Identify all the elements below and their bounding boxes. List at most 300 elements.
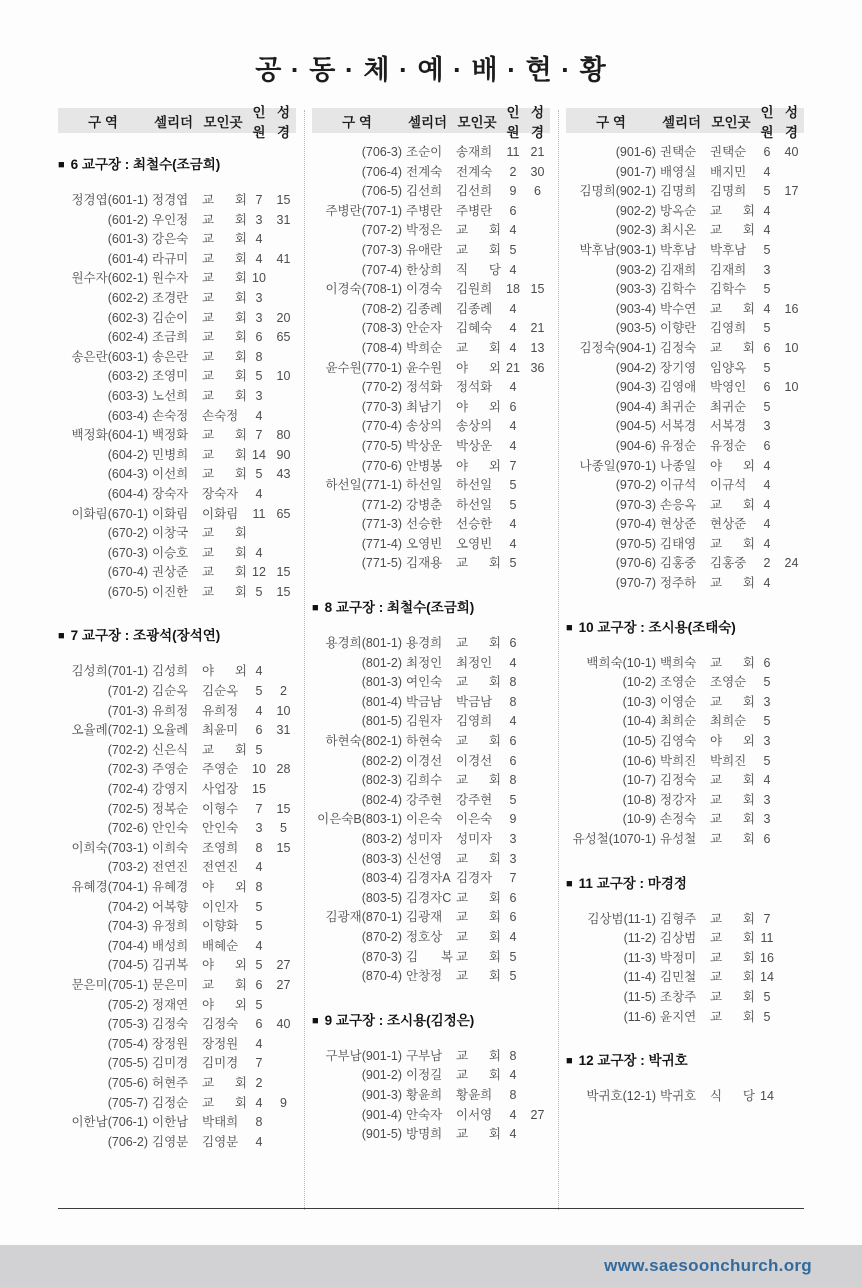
cell-bible: 40	[784, 145, 799, 159]
cell-region: (706-3)	[361, 145, 402, 159]
cell-leader: 백정화	[152, 428, 189, 443]
cell-count: 6	[763, 340, 771, 355]
table-row	[566, 476, 804, 496]
cell-place: 최희순	[710, 714, 747, 729]
cell-leader: 손숙정	[152, 408, 189, 423]
cell-place: 조영희	[202, 840, 239, 855]
cell-region: (870-3)	[361, 949, 402, 964]
table-row	[566, 693, 804, 713]
cell-count: 4	[509, 929, 517, 944]
cell-leader: 윤수원	[406, 360, 443, 375]
section-label: 12 교구장 : 박귀호	[578, 1053, 688, 1069]
cell-count: 4	[763, 164, 771, 179]
table-row	[58, 367, 296, 387]
cell-leader: 김경자A	[406, 871, 451, 886]
cell-place: 교 회	[202, 212, 247, 227]
table-row	[566, 910, 804, 930]
cell-count: 4	[509, 223, 517, 238]
table-row	[58, 485, 296, 505]
cell-leader: 손정숙	[660, 812, 697, 827]
cell-count: 8	[509, 1087, 517, 1102]
section-label: 8 교구장 : 최철수(조금희)	[324, 600, 475, 616]
cell-leader: 용경희	[406, 636, 443, 651]
cell-count: 4	[255, 1036, 263, 1051]
cell-place: 교 회	[456, 734, 501, 749]
cell-place: 교 회	[456, 773, 501, 788]
cell-leader: 이한남	[152, 1115, 189, 1130]
table-row	[58, 682, 296, 702]
cell-count: 3	[509, 851, 517, 866]
cell-region: 백정화(604-1)	[71, 428, 148, 443]
cell-place: 직 당	[456, 262, 501, 277]
cell-leader: 정강자	[660, 792, 697, 807]
cell-region: (601-3)	[107, 232, 148, 247]
table-row	[312, 1125, 550, 1145]
cell-place: 권택순	[710, 145, 747, 159]
table-row	[566, 398, 804, 418]
table-row	[58, 1015, 296, 1035]
cell-count: 3	[763, 734, 771, 749]
cell-place: 교 회	[710, 911, 755, 926]
cell-leader: 김민철	[660, 970, 697, 985]
cell-place: 야 외	[456, 360, 501, 375]
cell-region: (603-4)	[107, 408, 148, 423]
cell-region: 박후남(903-1)	[579, 242, 656, 257]
cell-count: 5	[763, 1009, 771, 1024]
table-row	[58, 702, 296, 722]
cell-bible: 41	[276, 251, 291, 266]
table-row	[312, 712, 550, 732]
cell-count: 3	[255, 310, 263, 325]
table-row	[58, 1094, 296, 1114]
cell-region: (603-2)	[107, 369, 148, 384]
cell-bible: 2	[280, 684, 287, 699]
cell-leader: 신은식	[152, 742, 189, 757]
cell-place: 박희진	[710, 753, 747, 768]
table-row	[312, 261, 550, 281]
cell-region: (903-2)	[615, 262, 656, 277]
table-row	[312, 1066, 550, 1086]
cell-count: 4	[255, 938, 263, 953]
cell-leader: 이희숙	[152, 840, 189, 855]
cell-region: (771-2)	[361, 497, 402, 512]
table-row	[58, 800, 296, 820]
column-body	[312, 133, 550, 1145]
cell-count: 3	[763, 419, 771, 434]
cell-leader: 김선희	[406, 184, 443, 199]
cell-place: 교 회	[710, 497, 755, 512]
table-row	[312, 1106, 550, 1126]
cell-count: 5	[763, 242, 771, 257]
cell-count: 4	[255, 703, 263, 718]
cell-region: 유혜경(704-1)	[71, 880, 148, 894]
cell-leader: 방옥순	[660, 203, 697, 218]
cell-leader: 박상운	[406, 438, 443, 453]
cell-count: 11	[506, 145, 520, 159]
cell-region: (707-3)	[361, 242, 402, 257]
cell-count: 5	[763, 675, 771, 690]
cell-place: 배지민	[710, 164, 747, 179]
cell-count: 6	[255, 1017, 263, 1032]
cell-bible: 10	[784, 340, 799, 355]
cell-place: 교 회	[710, 694, 755, 709]
cell-region: 문은미(705-1)	[71, 977, 148, 992]
cell-count: 21	[506, 360, 520, 375]
table-row	[566, 673, 804, 693]
cell-leader: 전연진	[152, 860, 189, 875]
table-row	[58, 976, 296, 996]
cell-place: 박후남	[710, 242, 747, 257]
cell-region: (901-2)	[361, 1068, 402, 1083]
cell-region: (10-9)	[622, 812, 656, 827]
cell-count: 3	[255, 290, 263, 305]
cell-region: (802-4)	[361, 792, 402, 807]
section-bullet-icon: ■	[58, 159, 65, 171]
table-row	[58, 328, 296, 348]
cell-leader: 조순이	[406, 145, 443, 159]
cell-leader: 성미자	[406, 832, 443, 846]
cell-region: (801-2)	[361, 655, 402, 670]
cell-region: (902-2)	[615, 203, 656, 218]
table-row	[312, 182, 550, 202]
cell-region: (802-3)	[361, 773, 402, 788]
bottom-divider-line	[58, 1208, 804, 1209]
cell-count: 4	[509, 714, 517, 729]
table-row	[312, 221, 550, 241]
cell-region: 하현숙(802-1)	[325, 734, 402, 749]
table-row	[58, 505, 296, 525]
cell-region: (870-2)	[361, 929, 402, 944]
cell-region: (10-6)	[622, 753, 656, 768]
cell-count: 5	[255, 584, 263, 599]
cell-count: 5	[509, 497, 517, 512]
table-row	[566, 791, 804, 811]
table-row	[566, 1008, 804, 1028]
table-row	[566, 654, 804, 674]
cell-count: 6	[255, 977, 263, 992]
cell-place: 황윤희	[456, 1087, 493, 1102]
cell-place: 장숙자	[202, 486, 239, 501]
cell-region: (702-4)	[107, 782, 148, 797]
cell-leader: 신선영	[406, 851, 443, 866]
cell-leader: 최귀순	[660, 399, 697, 414]
cell-place: 이경선	[456, 753, 493, 768]
table-row	[58, 1133, 296, 1153]
cell-region: (801-3)	[361, 675, 402, 690]
cell-bible: 43	[276, 467, 291, 482]
table-row	[58, 760, 296, 780]
cell-count: 11	[252, 506, 266, 521]
cell-count: 3	[763, 812, 771, 827]
cell-count: 5	[509, 556, 517, 571]
cell-place: 김영분	[202, 1134, 239, 1149]
table-row	[312, 319, 550, 339]
cell-leader: 김정숙	[660, 340, 697, 355]
column-divider	[304, 110, 305, 1210]
cell-bible: 65	[276, 330, 291, 345]
cell-place: 교 회	[202, 1075, 247, 1090]
table-row	[566, 182, 804, 202]
cell-count: 11	[760, 931, 774, 946]
cell-leader: 김미경	[152, 1056, 189, 1071]
cell-region: 용경희(801-1)	[325, 636, 402, 651]
table-row	[312, 967, 550, 987]
section-title	[312, 1011, 550, 1032]
cell-leader: 전계숙	[406, 164, 443, 179]
footer-bar	[0, 1245, 862, 1287]
table-row	[58, 583, 296, 603]
cell-count: 4	[763, 301, 771, 316]
cell-leader: 우인정	[152, 212, 189, 227]
table-row	[312, 535, 550, 555]
table-row	[312, 437, 550, 457]
cell-count: 3	[255, 388, 263, 403]
header-cell-leader: 셀리더	[661, 114, 702, 130]
cell-leader: 유성철	[660, 832, 697, 846]
table-row	[58, 1074, 296, 1094]
cell-count: 12	[252, 565, 266, 580]
cell-count: 9	[509, 812, 517, 827]
cell-region: (803-4)	[361, 871, 402, 886]
cell-count: 3	[509, 832, 517, 846]
cell-leader: 조영미	[152, 369, 189, 384]
table-row	[312, 673, 550, 693]
cell-place: 유정순	[710, 438, 747, 453]
cell-leader: 윤지연	[660, 1009, 697, 1024]
table-row	[58, 309, 296, 329]
table-row	[312, 515, 550, 535]
cell-bible: 9	[280, 1095, 287, 1110]
table-row	[566, 535, 804, 555]
cell-leader: 권상준	[152, 565, 189, 580]
table-row	[312, 143, 550, 163]
cell-place: 김학수	[710, 282, 747, 297]
cell-count: 4	[255, 251, 263, 266]
cell-leader: 박수연	[660, 301, 697, 316]
section-bullet-icon: ■	[312, 1014, 319, 1027]
table-row	[58, 269, 296, 289]
cell-leader: 김원자	[406, 714, 443, 729]
cell-place: 야 외	[202, 664, 247, 679]
cell-bible: 27	[276, 977, 291, 992]
cell-place: 전계숙	[456, 164, 493, 179]
cell-region: 이희숙(703-1)	[71, 840, 148, 855]
cell-leader: 정경엽	[152, 193, 189, 207]
table-row	[566, 300, 804, 320]
cell-leader: 구부남	[406, 1048, 443, 1063]
header-bible: 성경	[784, 104, 799, 140]
cell-region: (11-6)	[623, 1009, 656, 1024]
cell-region: (702-2)	[107, 742, 148, 757]
cell-count: 5	[255, 684, 263, 699]
cell-region: (705-5)	[107, 1056, 148, 1071]
cell-region: 정경엽(601-1)	[71, 193, 148, 207]
table-row	[566, 574, 804, 594]
cell-count: 4	[509, 536, 517, 551]
cell-leader: 어복향	[152, 899, 189, 914]
cell-leader: 장기영	[660, 360, 697, 375]
cell-region: (705-2)	[107, 997, 148, 1012]
cell-region: (708-3)	[361, 321, 402, 336]
cell-count: 6	[509, 203, 517, 218]
column-body	[566, 133, 804, 1107]
cell-place: 현상준	[710, 517, 747, 532]
cell-region: (704-2)	[107, 899, 148, 914]
cell-region: (771-4)	[361, 536, 402, 551]
table-row	[566, 554, 804, 574]
cell-place: 교 회	[456, 340, 501, 355]
worship-status-table	[58, 104, 804, 1210]
cell-place: 교 회	[710, 931, 755, 946]
column-body	[58, 133, 296, 1152]
cell-count: 4	[509, 655, 517, 670]
cell-count: 4	[255, 1095, 263, 1110]
cell-place: 김종례	[456, 301, 493, 316]
cell-region: (704-3)	[107, 919, 148, 934]
cell-leader: 원수자	[152, 271, 189, 286]
cell-bible: 24	[784, 556, 799, 571]
cell-bible: 17	[784, 184, 799, 199]
cell-count: 4	[763, 478, 771, 493]
cell-region: (601-4)	[107, 251, 148, 266]
cell-leader: 유정희	[152, 919, 189, 934]
church-website-link[interactable]: www.saesoonchurch.org	[604, 1256, 812, 1275]
cell-place: 교 회	[710, 773, 755, 788]
cell-region: 김정숙(904-1)	[579, 340, 656, 355]
cell-place: 교 회	[710, 223, 755, 238]
cell-count: 5	[255, 742, 263, 757]
cell-place: 김미경	[202, 1056, 239, 1071]
cell-leader: 배영실	[660, 164, 697, 179]
table-row	[58, 563, 296, 583]
cell-region: 윤수원(770-1)	[325, 360, 402, 375]
cell-leader: 주영순	[152, 762, 189, 777]
cell-place: 교 회	[710, 1009, 755, 1024]
cell-leader: 현상준	[660, 517, 697, 532]
cell-place: 교 회	[456, 636, 501, 651]
cell-leader: 조금희	[152, 330, 189, 345]
table-row	[566, 359, 804, 379]
cell-place: 손숙정	[202, 408, 239, 423]
table-row	[312, 771, 550, 791]
cell-region: (602-2)	[107, 290, 148, 305]
cell-place: 야 외	[202, 880, 247, 894]
cell-count: 8	[509, 773, 517, 788]
section-label: 9 교구장 : 조시용(김정은)	[324, 1012, 475, 1028]
cell-place: 강주현	[456, 792, 493, 807]
table-row	[58, 780, 296, 800]
cell-count: 4	[255, 232, 263, 247]
cell-region: (970-6)	[615, 556, 656, 571]
cell-place: 김영희	[456, 714, 493, 729]
cell-place: 배혜순	[202, 938, 239, 953]
cell-leader: 김희수	[406, 773, 443, 788]
cell-count: 5	[255, 997, 263, 1012]
cell-bible: 15	[276, 840, 291, 855]
cell-place: 교 회	[710, 989, 755, 1004]
cell-region: (901-6)	[615, 145, 656, 159]
cell-place: 전연진	[202, 860, 239, 875]
cell-bible: 65	[276, 506, 291, 521]
cell-count: 5	[255, 899, 263, 914]
cell-place: 교 회	[456, 929, 501, 944]
table-row	[58, 446, 296, 466]
cell-place: 교 회	[202, 232, 247, 247]
cell-leader: 박정미	[660, 950, 697, 965]
cell-place: 박금남	[456, 694, 493, 709]
cell-count: 5	[509, 242, 517, 257]
cell-place: 교 회	[202, 330, 247, 345]
table-row	[58, 996, 296, 1016]
cell-leader: 박금남	[406, 694, 443, 709]
table-row	[566, 771, 804, 791]
cell-region: 이한남(706-1)	[71, 1115, 148, 1130]
cell-count: 4	[255, 860, 263, 875]
cell-place: 김혜숙	[456, 321, 493, 336]
cell-count: 8	[509, 694, 517, 709]
cell-leader: 백희숙	[660, 655, 697, 670]
cell-leader: 최남기	[406, 399, 443, 414]
cell-count: 4	[763, 497, 771, 512]
cell-count: 4	[763, 458, 771, 473]
cell-leader: 황윤희	[406, 1087, 443, 1102]
section-bullet-icon: ■	[566, 621, 573, 634]
cell-leader: 유정순	[660, 438, 697, 453]
cell-place: 교 회	[202, 369, 247, 384]
cell-leader: 이화림	[152, 506, 189, 521]
cell-place: 교 회	[202, 545, 247, 560]
cell-count: 4	[255, 664, 263, 679]
cell-count: 10	[252, 762, 266, 777]
table-row	[312, 732, 550, 752]
cell-bible: 6	[534, 184, 541, 199]
cell-place: 교 회	[456, 556, 501, 571]
cell-leader: 이정길	[406, 1068, 443, 1083]
section-title	[312, 598, 550, 619]
cell-leader: 송상의	[406, 419, 443, 434]
cell-leader: 김광재	[406, 910, 443, 925]
table-row	[58, 741, 296, 761]
table-row	[58, 387, 296, 407]
cell-bible: 15	[276, 565, 291, 580]
table-row	[566, 143, 804, 163]
cell-count: 5	[255, 919, 263, 934]
cell-count: 4	[509, 380, 517, 395]
table-row	[312, 398, 550, 418]
cell-region: (904-6)	[615, 438, 656, 453]
cell-count: 7	[255, 801, 263, 816]
cell-place: 야 외	[456, 458, 501, 473]
table-row	[312, 810, 550, 830]
cell-leader: 강병춘	[406, 497, 443, 512]
table-row	[566, 732, 804, 752]
cell-place: 교 회	[456, 969, 501, 984]
cell-leader: 노선희	[152, 388, 189, 403]
cell-leader: 김순이	[152, 310, 189, 325]
cell-region: (706-2)	[107, 1134, 148, 1149]
cell-place: 주병란	[456, 203, 493, 218]
cell-leader: 정주하	[660, 576, 697, 591]
cell-leader: 최희순	[660, 714, 697, 729]
header-meeting-place: 모인곳	[203, 114, 243, 130]
table-row	[312, 378, 550, 398]
cell-leader: 김순옥	[152, 684, 189, 699]
table-row	[58, 721, 296, 741]
cell-count: 3	[763, 792, 771, 807]
header-attendance: 인원	[760, 104, 774, 140]
header-meeting-place: 모인곳	[457, 114, 497, 130]
cell-place: 오영빈	[456, 536, 493, 551]
